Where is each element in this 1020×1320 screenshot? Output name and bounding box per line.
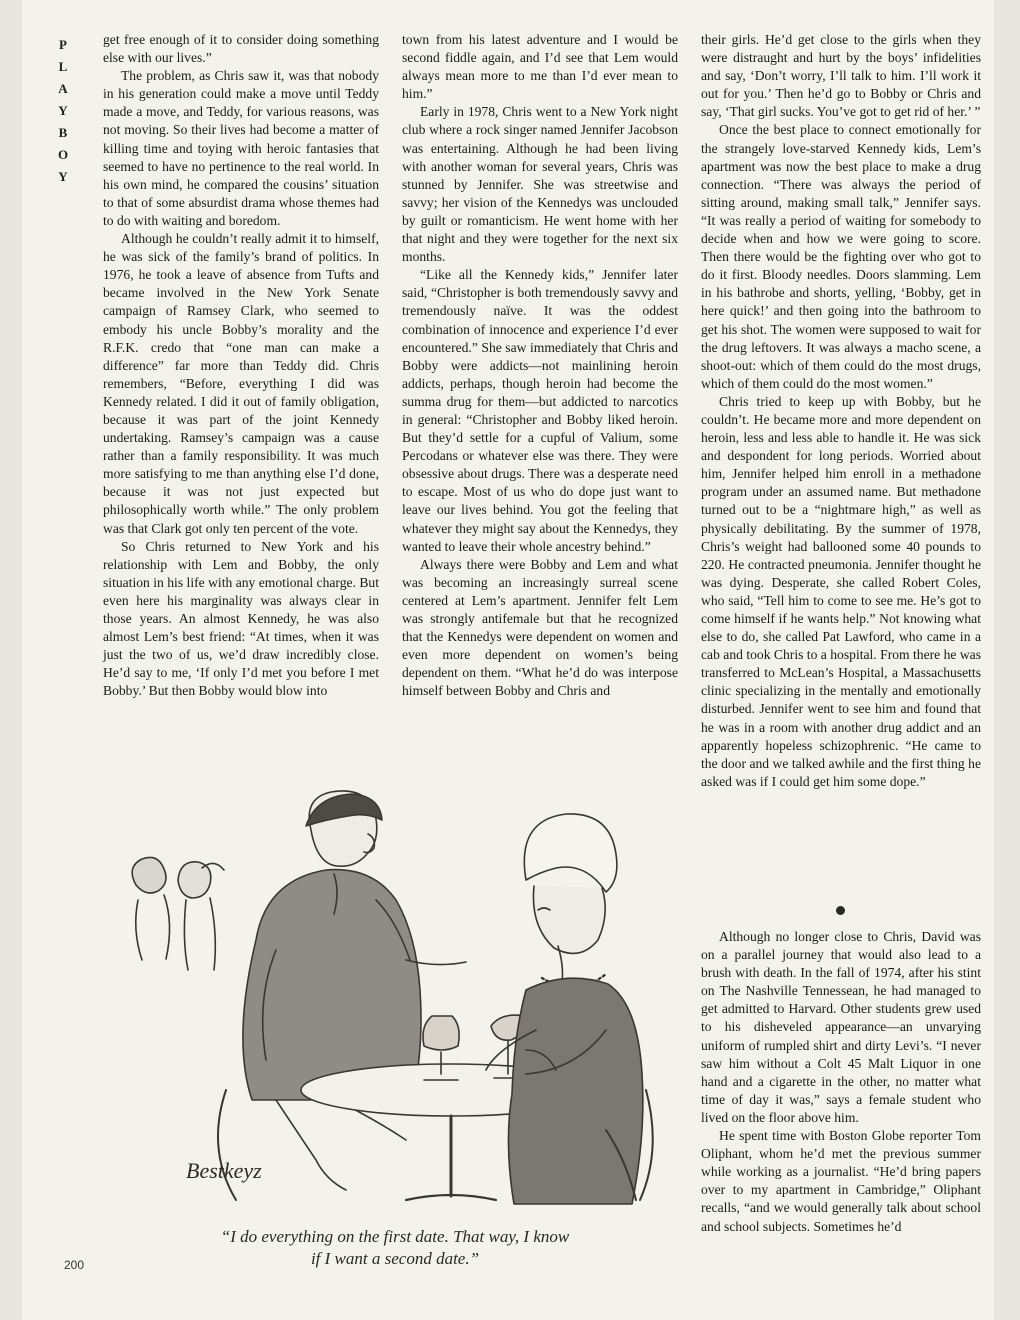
masthead-letter: A bbox=[58, 81, 68, 96]
paragraph: “Like all the Kennedy kids,” Jennifer later said, “Christopher is both tremendously savvy and tremendously naïve. It was the oddest combination of innocence and experience I’d ever encountered.” She saw immediately that Chris and Bobby were addicts—not mainlining heroin addicts, perhaps, though heroin had become the summa drug for them—but addicted to narcotics in general: “Christopher and Bobby liked heroin. But they’d settle for a cupful of Valium, some Percodans or whatever else was there. They were obsessive about drugs. There was a desperate need to escape. Most of us who do dope just want to leave our lives behind. You got the feeling that whatever they might say about the Kennedys, they wanted to leave their whole ancestry behind.” bbox=[402, 267, 678, 554]
paragraph: Although no longer close to Chris, David was on a parallel journey that would also lead to a brush with death. In the fall of 1974, after his stint on The Nashville Tennessean, he had managed to get admitted to Harvard. Other students grew used to his disheveled appearance—an unvarying uniform of rumpled shirt and dirty Levi’s. “I never saw him without a Colt 45 Malt Liquor in one hand and a cigarette in the other, no matter what time of day it was,” says a female student who lived on the floor above him. bbox=[701, 929, 981, 1125]
masthead-letter: Y bbox=[58, 103, 68, 118]
masthead-letter: B bbox=[58, 125, 68, 140]
paragraph: town from his latest adventure and I would be second fiddle again, and I’d see that Lem would always mean more to me than I’d ever mean to him.” bbox=[402, 32, 678, 102]
cartoonist-signature: Bestkeyz bbox=[186, 1158, 262, 1183]
magazine-page bbox=[22, 0, 994, 1320]
paragraph: Early in 1978, Chris went to a New York night club where a rock singer named Jennifer Jacobson was entertaining. Although he had been living with another woman for several years, Chris was stunned by Jennifer. She was streetwise and savvy; her vision of the Kennedys was unclouded by guilt or romanticism. He went home with her that night and they were together for the next six months. bbox=[402, 104, 678, 265]
masthead-letter: L bbox=[58, 59, 68, 74]
paragraph: their girls. He’d get close to the girls when they were distraught and hurt by the boys’ infidelities and say, ‘Don’t worry, I’ll talk to him. I’ll work it out for you.’ Then he’d go to Bobby or Chris and say, ‘That girl sucks. You’ve got to get rid of her.’ ” bbox=[701, 32, 981, 120]
text-column-3 bbox=[701, 31, 981, 791]
masthead-playboy bbox=[53, 34, 73, 188]
paragraph: He spent time with Boston Globe reporter Tom Oliphant, whom he’d met the previous summer while working as a journalist. “He’d bring papers over to my apartment in Cambridge,” Oliphant recalls, “and we would generally talk about school and school subjects. Sometimes he’d bbox=[701, 1128, 981, 1234]
text-column-2 bbox=[402, 31, 678, 700]
paragraph: Always there were Bobby and Lem and what was becoming an increasingly surreal scene centered at Lem’s apartment. Jennifer felt Lem was strongly antifemale but that he recognized that the Kennedys were dependent on women and even more dependent on women’s being dependent on them. “What he’d do was interpose himself between Bobby and Chris and bbox=[402, 556, 678, 699]
caption-line-2: if I want a second date.” bbox=[310, 1249, 480, 1268]
cartoon-caption bbox=[140, 1226, 650, 1270]
caption-line-1: “I do everything on the first date. That way, I know bbox=[220, 1227, 570, 1246]
masthead-letter: P bbox=[59, 37, 67, 52]
masthead-letter: Y bbox=[58, 169, 68, 184]
paragraph: get free enough of it to consider doing something else with our lives.” bbox=[103, 32, 379, 66]
cartoon-illustration bbox=[106, 790, 676, 1220]
paragraph: Although he couldn’t really admit it to himself, he was sick of the family’s brand of politics. In 1976, he took a leave of absence from Tufts and became involved in the New York Senate campaign of Ramsey Clark, who seemed to embody his uncle Bobby’s morality and the R.F.K. credo that “one man can make a difference” far more than Teddy did. Chris remembers, “Before, everything I did was Kennedy related. I did it out of family obligation, because it was part of the joint Kennedy undertaking. Ramsey’s campaign was a cause rather than a family responsibility. It was much more satisfying to me than anything else I’d done, because it was not just expected but philosophically worth while.” The only problem was that Clark got only ten percent of the vote. bbox=[103, 231, 379, 536]
paragraph: Chris tried to keep up with Bobby, but he couldn’t. He became more and more dependent on heroin, less and less able to handle it. He was sick and despondent for long periods. Worried about him, Jennifer helped him enroll in a methadone program under an assumed name. But methadone turned out to be a “nightmare high,” as well as physically debilitating. By the summer of 1978, Chris’s weight had ballooned some 40 pounds to 220. He contracted pneumonia. Jennifer thought he was dying. Desperate, she called Robert Coles, who said, “Tell him to come to see me. He’s got to come himself if he wants help.” Not knowing what else to do, she called Pat Lawford, who came in a cab and took Chris to a hospital. From there he was transferred to McLean’s Hospital, a Massachusetts clinic specializing in the mentally and emotionally disturbed. Jennifer went to see him and found that he was in a room with another drug addict and an apparently hopeless schizophrenic. “He came to the door and we talked awhile and the first thing he asked was if I could get him some dope.” bbox=[701, 393, 981, 789]
paragraph: So Chris returned to New York and his relationship with Lem and Bobby, the only situation in his life with any emotional charge. But even here his marginality was always clear in those years. An almost Kennedy, he was also almost Lem’s best friend: “At times, when it was just the two of us, we’d draw incredibly close. He’d say to me, ‘If only I’d met you before I met Bobby.’ But then Bobby would blow into bbox=[103, 538, 379, 699]
section-break-bullet bbox=[836, 906, 845, 915]
masthead-letter: O bbox=[57, 147, 69, 162]
page-number: 200 bbox=[64, 1258, 85, 1272]
text-column-3-continued bbox=[701, 928, 981, 1236]
paragraph: Once the best place to connect emotionally for the strangely love-starved Kennedy kids, Lem’s apartment was now the best place to make a drug connection. “There was always the period of sitting around, making small talk,” Jennifer says. “It was really a period of waiting for somebody to decide when and how we were going to score. Then there would be the fighting over who got to do it first. Bloody needles. Doors slamming. Lem in his bathrobe and shorts, yelling, ‘Bobby, get in here quick!’ and then going into the bathroom to get his shot. The women were supposed to wait for the drug leftovers. It was always a macho scene, a shoot-out: which of them could do the most drugs, which of them could do the most women.” bbox=[701, 122, 981, 391]
text-column-1 bbox=[103, 31, 379, 700]
paragraph: The problem, as Chris saw it, was that nobody in his generation could make a move until Teddy made a move, and Teddy, for various reasons, was not moving. So their lives had become a matter of killing time and toying with heroic fantasies that seemed to have no pertinence to the real world. In his own mind, he compared the cousins’ situation to that of some absurdist drama whose themes had to do with waiting and boredom. bbox=[103, 68, 379, 228]
